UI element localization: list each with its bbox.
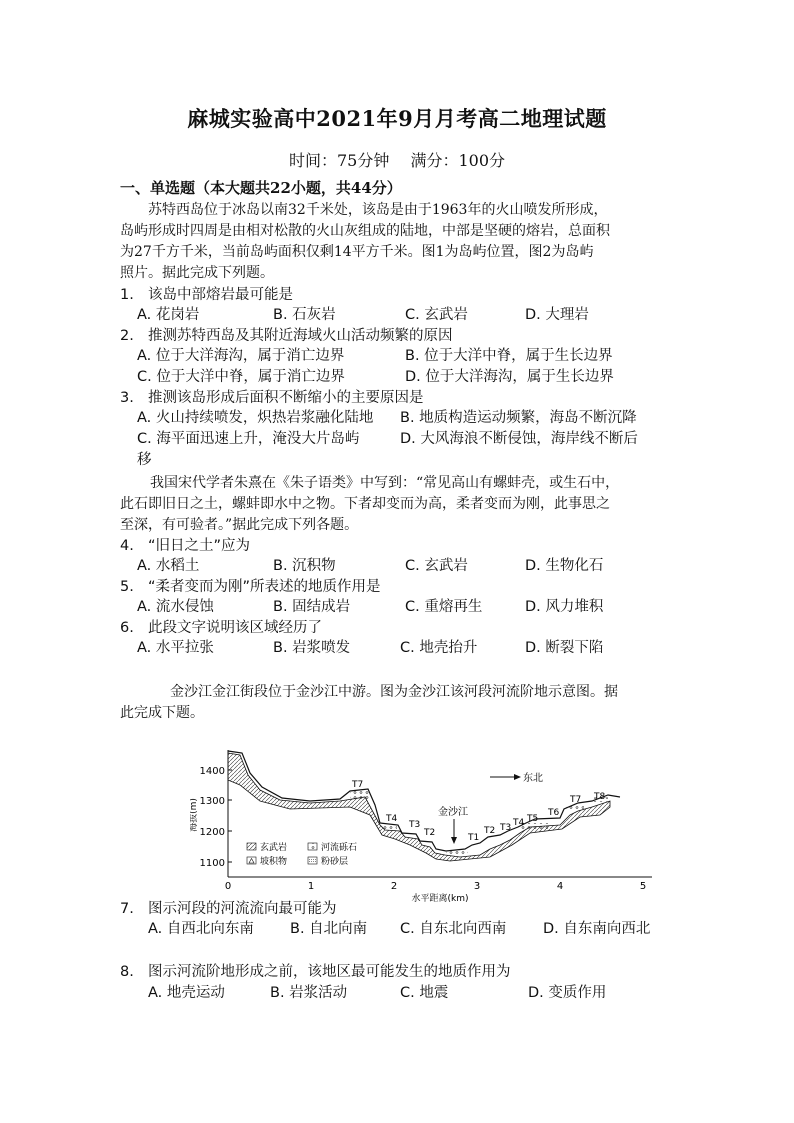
terrace-label: T7 (570, 795, 582, 805)
gravel-patch (383, 825, 397, 831)
terrace-label: T3 (409, 820, 421, 830)
x-tick: 0 (224, 881, 232, 892)
legend-label: 粉砂层 (321, 857, 349, 867)
question-stem: 该岛中部熔岩最可能是 (148, 287, 293, 303)
x-tick: 3 (473, 881, 481, 892)
option-c[interactable]: C. 玄武岩 (405, 307, 468, 323)
terrace-label: T2 (424, 828, 436, 838)
option-b[interactable]: B. 位于大洋中脊，属于生长边界 (405, 348, 613, 364)
exam-info (0, 148, 794, 171)
exam-score: 满分：100分 (410, 151, 505, 170)
terrace-label: T6 (548, 808, 560, 818)
terrace-label: T5 (527, 814, 539, 824)
page-title: 麻城实验高中2021年9月月考高二地理试题 (187, 106, 607, 131)
passage2-line: 此石即旧日之土，螺蚌即水中之物。下者却变而为高，柔者变而为刚，此事思之 (120, 496, 610, 512)
question-number: 7. (120, 901, 134, 917)
question-number: 4. (120, 538, 134, 554)
terrace-label: T2 (484, 826, 496, 836)
passage1-line: 为27千方千米，当前岛屿面积仅剩14平方千米。图1为岛屿位置，图2为岛屿 (120, 244, 594, 260)
terrace-label: T3 (500, 823, 512, 833)
option-b[interactable]: B. 石灰岩 (273, 307, 336, 323)
direction-label: 东北 (523, 773, 543, 784)
option-d[interactable]: D. 断裂下陷 (525, 640, 604, 656)
option-c[interactable]: C. 重熔再生 (405, 599, 483, 615)
terrace-diagram (190, 745, 670, 905)
question-stem: “旧日之土”应为 (148, 538, 251, 554)
gravel-patch (446, 849, 468, 855)
terrace-label: T1 (468, 833, 480, 843)
option-a[interactable]: A. 水平拉张 (137, 640, 214, 656)
q4-options (0, 556, 794, 576)
question-6 (120, 618, 322, 638)
option-b[interactable]: B. 沉积物 (273, 558, 336, 574)
passage1-line: 岛屿形成时四周是由相对松散的火山灰组成的陆地，中部是坚硬的熔岩，总面积 (120, 223, 610, 239)
option-c[interactable]: C. 自东北向西南 (400, 921, 507, 937)
y-tick: 1400 (199, 766, 225, 777)
option-b[interactable]: B. 岩浆喷发 (273, 640, 351, 656)
option-a[interactable]: A. 水稻土 (137, 558, 200, 574)
option-d[interactable]: D. 大理岩 (525, 307, 589, 323)
question-stem: “柔者变而为刚”所表述的地质作用是 (148, 579, 381, 595)
option-d[interactable]: D. 自东南向西北 (543, 921, 651, 937)
legend-label: 坡积物 (260, 857, 288, 867)
question-8 (120, 962, 511, 982)
y-tick: 1300 (199, 796, 225, 807)
q5-options (0, 597, 794, 617)
x-tick: 1 (307, 881, 315, 892)
option-c[interactable]: C. 玄武岩 (405, 558, 468, 574)
option-d[interactable]: D. 大风海浪不断侵蚀，海岸线不断后 (400, 431, 638, 447)
option-a[interactable]: A. 花岗岩 (137, 307, 200, 323)
q2-options-row2 (0, 367, 794, 387)
option-c[interactable]: C. 海平面迅速上升，淹没大片岛屿 (137, 431, 360, 447)
option-a[interactable]: A. 地壳运动 (148, 985, 225, 1001)
question-stem: 图示河段的河流流向最可能为 (148, 901, 337, 917)
river-label: 金沙江 (438, 807, 468, 818)
option-b[interactable]: B. 固结成岩 (273, 599, 351, 615)
x-tick: 4 (556, 881, 564, 892)
legend-label: 玄武岩 (260, 843, 288, 853)
question-7 (120, 899, 337, 919)
terrace-label: T7 (352, 780, 364, 790)
x-axis-label: 水平距离(km) (411, 894, 469, 904)
gravel-patch (566, 805, 584, 811)
question-stem: 推测该岛形成后面积不断缩小的主要原因是 (148, 390, 424, 406)
passage1-line: 照片。据此完成下列题。 (120, 265, 274, 281)
option-d-wrap: 移 (137, 452, 152, 468)
gravel-patch (350, 791, 370, 799)
section-heading: 一、单选题（本大题共22小题，共44分） (120, 179, 402, 197)
arrow-right-icon (514, 774, 521, 780)
option-d[interactable]: D. 位于大洋海沟，属于生长边界 (405, 369, 614, 385)
q1-options (0, 305, 794, 325)
question-stem: 此段文字说明该区域经历了 (148, 620, 322, 636)
question-number: 8. (120, 964, 134, 980)
option-c[interactable]: C. 位于大洋中脊，属于消亡边界 (137, 369, 345, 385)
question-3 (120, 388, 424, 408)
q8-options (0, 983, 794, 1003)
question-number: 3. (120, 390, 134, 406)
question-number: 1. (120, 287, 134, 303)
legend-label: 河流砾石 (321, 843, 358, 853)
y-tick: 1100 (199, 858, 225, 869)
option-c[interactable]: C. 地壳抬升 (400, 640, 478, 656)
q3-options-row2 (0, 429, 794, 449)
passage1-line: 苏特西岛位于冰岛以南32千米处，该岛是由于1963年的火山喷发所形成， (148, 202, 608, 218)
option-d[interactable]: D. 变质作用 (528, 985, 607, 1001)
terrace-label: T8 (594, 792, 606, 802)
x-tick: 2 (390, 881, 398, 892)
question-5 (120, 577, 381, 597)
passage2-line: 我国宋代学者朱熹在《朱子语类》中写到：“常见高山有螺蚌壳，或生石中， (150, 475, 620, 491)
x-tick: 5 (639, 881, 647, 892)
question-number: 2. (120, 328, 134, 344)
arrow-down-icon (451, 837, 457, 844)
option-b[interactable]: B. 岩浆活动 (270, 985, 348, 1001)
option-a[interactable]: A. 火山持续喷发，炽热岩浆融化陆地 (137, 410, 374, 426)
question-number: 6. (120, 620, 134, 636)
q3-options-row1 (0, 408, 794, 428)
y-axis-label: 海拔(m) (190, 798, 199, 832)
option-d[interactable]: D. 风力堆积 (525, 599, 604, 615)
option-a[interactable]: A. 位于大洋海沟，属于消亡边界 (137, 348, 345, 364)
option-a[interactable]: A. 流水侵蚀 (137, 599, 214, 615)
river-terrace-figure (190, 745, 670, 905)
y-tick: 1200 (199, 827, 225, 838)
exam-time: 时间：75分钟 (288, 151, 390, 170)
question-stem: 图示河流阶地形成之前，该地区最可能发生的地质作用为 (148, 964, 511, 980)
question-2 (120, 326, 453, 346)
option-c[interactable]: C. 地震 (400, 985, 449, 1001)
q2-options-row1 (0, 346, 794, 366)
question-1 (120, 285, 293, 305)
question-number: 5. (120, 579, 134, 595)
option-b[interactable]: B. 地质构造运动频繁，海岛不断沉降 (400, 410, 637, 426)
q7-options (0, 919, 794, 939)
legend (247, 841, 357, 867)
option-d[interactable]: D. 生物化石 (525, 558, 604, 574)
option-b[interactable]: B. 自北向南 (290, 921, 368, 937)
passage3-line: 金沙江金江街段位于金沙江中游。图为金沙江该河段河流阶地示意图。据 (170, 684, 618, 700)
passage2-line: 至深，有可验者。”据此完成下列各题。 (120, 517, 359, 533)
terrace-label: T4 (386, 814, 398, 824)
question-4 (120, 536, 250, 556)
terrace-label: T4 (513, 818, 525, 828)
passage3-line: 此完成下题。 (120, 705, 204, 721)
q6-options (0, 638, 794, 658)
option-a[interactable]: A. 自西北向东南 (148, 921, 254, 937)
question-stem: 推测苏特西岛及其附近海域火山活动频繁的原因 (148, 328, 453, 344)
